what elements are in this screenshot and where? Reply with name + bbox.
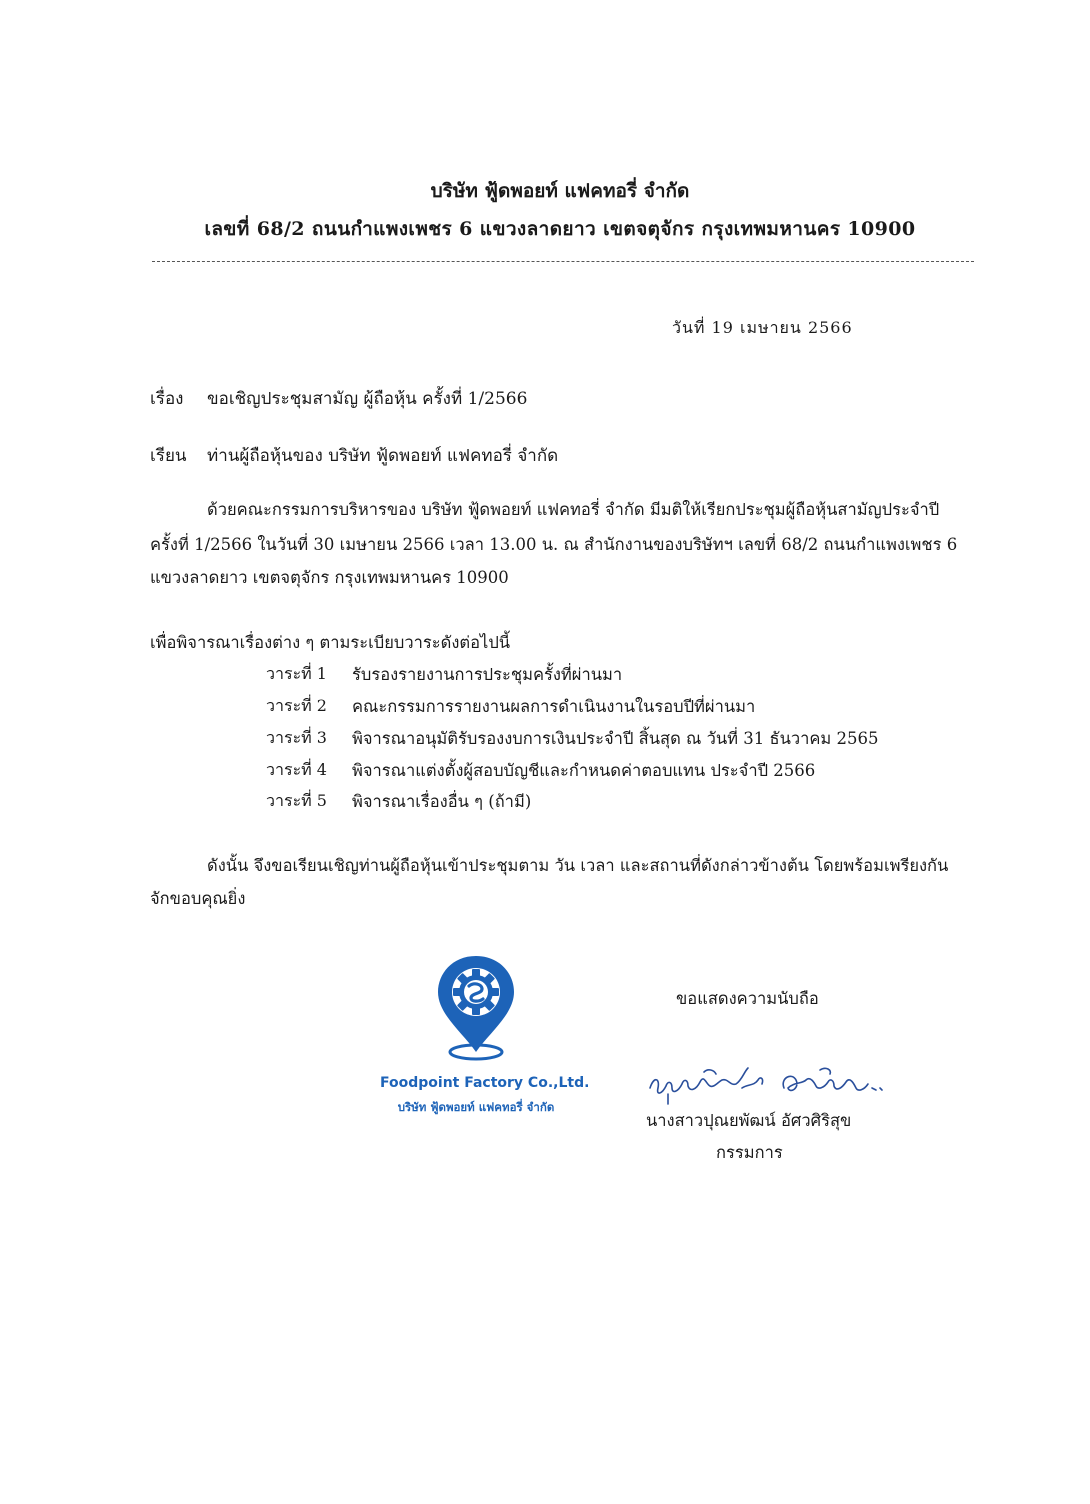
agenda-item-text: พิจารณาอนุมัติรับรองงบการเงินประจำปี สิ้นสุด ณ วันที่ 31 ธันวาคม 2565 <box>352 729 879 748</box>
body-line-1: ด้วยคณะกรรมการบริหารของ บริษัท ฟู้ดพอยท์ แฟคทอรี่ จำกัด มีมติให้เรียกประชุมผู้ถือหุ้นสามัญประจำปี <box>207 500 940 519</box>
agenda-item-text: รับรองรายงานการประชุมครั้งที่ผ่านมา <box>352 665 623 684</box>
agenda-item-number: วาระที่ 4 <box>266 760 327 779</box>
company-address: เลขที่ 68/2 ถนนกำแพงเพชร 6 แขวงลาดยาว เขตจตุจักร กรุงเทพมหานคร 10900 <box>204 218 916 240</box>
agenda-item-number: วาระที่ 3 <box>266 728 327 747</box>
signer-position: กรรมการ <box>716 1143 783 1162</box>
company-name: บริษัท ฟู้ดพอยท์ แฟคทอรี่ จำกัด <box>430 180 690 202</box>
closing-line-1: ดังนั้น จึงขอเรียนเชิญท่านผู้ถือหุ้นเข้าประชุมตาม วัน เวลา และสถานที่ดังกล่าวข้างต้น โดยพร้อมเพรียงกัน <box>207 856 949 875</box>
recipient-text: ท่านผู้ถือหุ้นของ บริษัท ฟู้ดพอยท์ แฟคทอรี่ จำกัด <box>207 446 559 466</box>
logo-name-th: บริษัท ฟู้ดพอยท์ แฟคทอรี่ จำกัด <box>397 1100 555 1114</box>
signer-name: นางสาวปุณยพัฒน์ อัศวศิริสุข <box>646 1111 852 1130</box>
agenda-item-number: วาระที่ 1 <box>266 664 327 683</box>
closing-regards: ขอแสดงความนับถือ <box>676 989 819 1008</box>
closing-line-2: จักขอบคุณยิ่ง <box>150 889 246 908</box>
letter-date: วันที่ 19 เมษายน 2566 <box>672 318 853 337</box>
agenda-item-text: คณะกรรมการรายงานผลการดำเนินงานในรอบปีที่ผ่านมา <box>352 697 756 716</box>
agenda-item-text: พิจารณาแต่งตั้งผู้สอบบัญชีและกำหนดค่าตอบแทน ประจำปี 2566 <box>352 761 816 780</box>
handwritten-signature <box>644 1058 892 1108</box>
agenda-intro: เพื่อพิจารณาเรื่องต่าง ๆ ตามระเบียบวาระดังต่อไปนี้ <box>150 633 511 652</box>
logo-name-en: Foodpoint Factory Co.,Ltd. <box>380 1075 590 1091</box>
agenda-item-number: วาระที่ 2 <box>266 696 327 715</box>
header-divider <box>152 261 974 262</box>
recipient-label: เรียน <box>150 446 187 466</box>
body-line-2: ครั้งที่ 1/2566 ในวันที่ 30 เมษายน 2566 เวลา 13.00 น. ณ สำนักงานของบริษัทฯ เลขที่ 68/2 ถนนกำแพงเพชร 6 <box>150 535 958 554</box>
gear-location-pin-icon <box>432 952 520 1064</box>
agenda-item-number: วาระที่ 5 <box>266 791 327 810</box>
agenda-item-text: พิจารณาเรื่องอื่น ๆ (ถ้ามี) <box>352 792 532 811</box>
body-line-3: แขวงลาดยาว เขตจตุจักร กรุงเทพมหานคร 10900 <box>150 568 509 587</box>
subject-text: ขอเชิญประชุมสามัญ ผู้ถือหุ้น ครั้งที่ 1/2566 <box>207 389 528 409</box>
subject-label: เรื่อง <box>150 389 184 409</box>
